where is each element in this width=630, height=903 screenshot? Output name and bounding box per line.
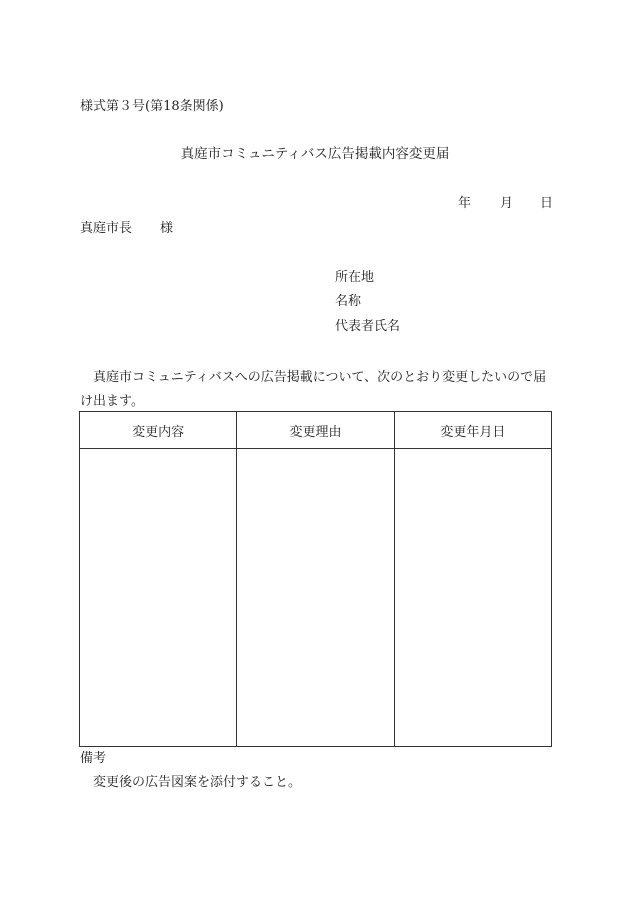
document-title: 真庭市コミュニティバス広告掲載内容変更届 <box>180 146 450 162</box>
remarks-text: 変更後の広告図案を添付すること。 <box>93 775 302 790</box>
date-day-label: 日 <box>540 196 554 211</box>
addressee-honorific: 様 <box>160 221 174 236</box>
table-header-row <box>80 412 552 449</box>
applicant-address-label: 所在地 <box>335 270 375 285</box>
column-header-change-date: 変更年月日 <box>394 412 551 449</box>
addressee-name: 真庭市長 <box>80 221 133 236</box>
remarks-heading: 備考 <box>80 751 107 766</box>
cell-change-content[interactable] <box>80 449 237 747</box>
form-number: 様式第３号(第18条関係) <box>80 99 224 114</box>
date-year-label: 年 <box>458 196 472 211</box>
column-header-change-content: 変更内容 <box>80 412 237 449</box>
table-row <box>80 449 552 747</box>
cell-change-reason[interactable] <box>237 449 394 747</box>
cell-change-date[interactable] <box>394 449 551 747</box>
changes-table <box>79 411 552 747</box>
applicant-representative-label: 代表者氏名 <box>335 319 401 334</box>
applicant-name-label: 名称 <box>335 294 362 309</box>
body-text: 真庭市コミュニティバスへの広告掲載について、次のとおり変更したいので届け出ます。 <box>80 370 547 409</box>
date-month-label: 月 <box>500 196 514 211</box>
column-header-change-reason: 変更理由 <box>237 412 394 449</box>
